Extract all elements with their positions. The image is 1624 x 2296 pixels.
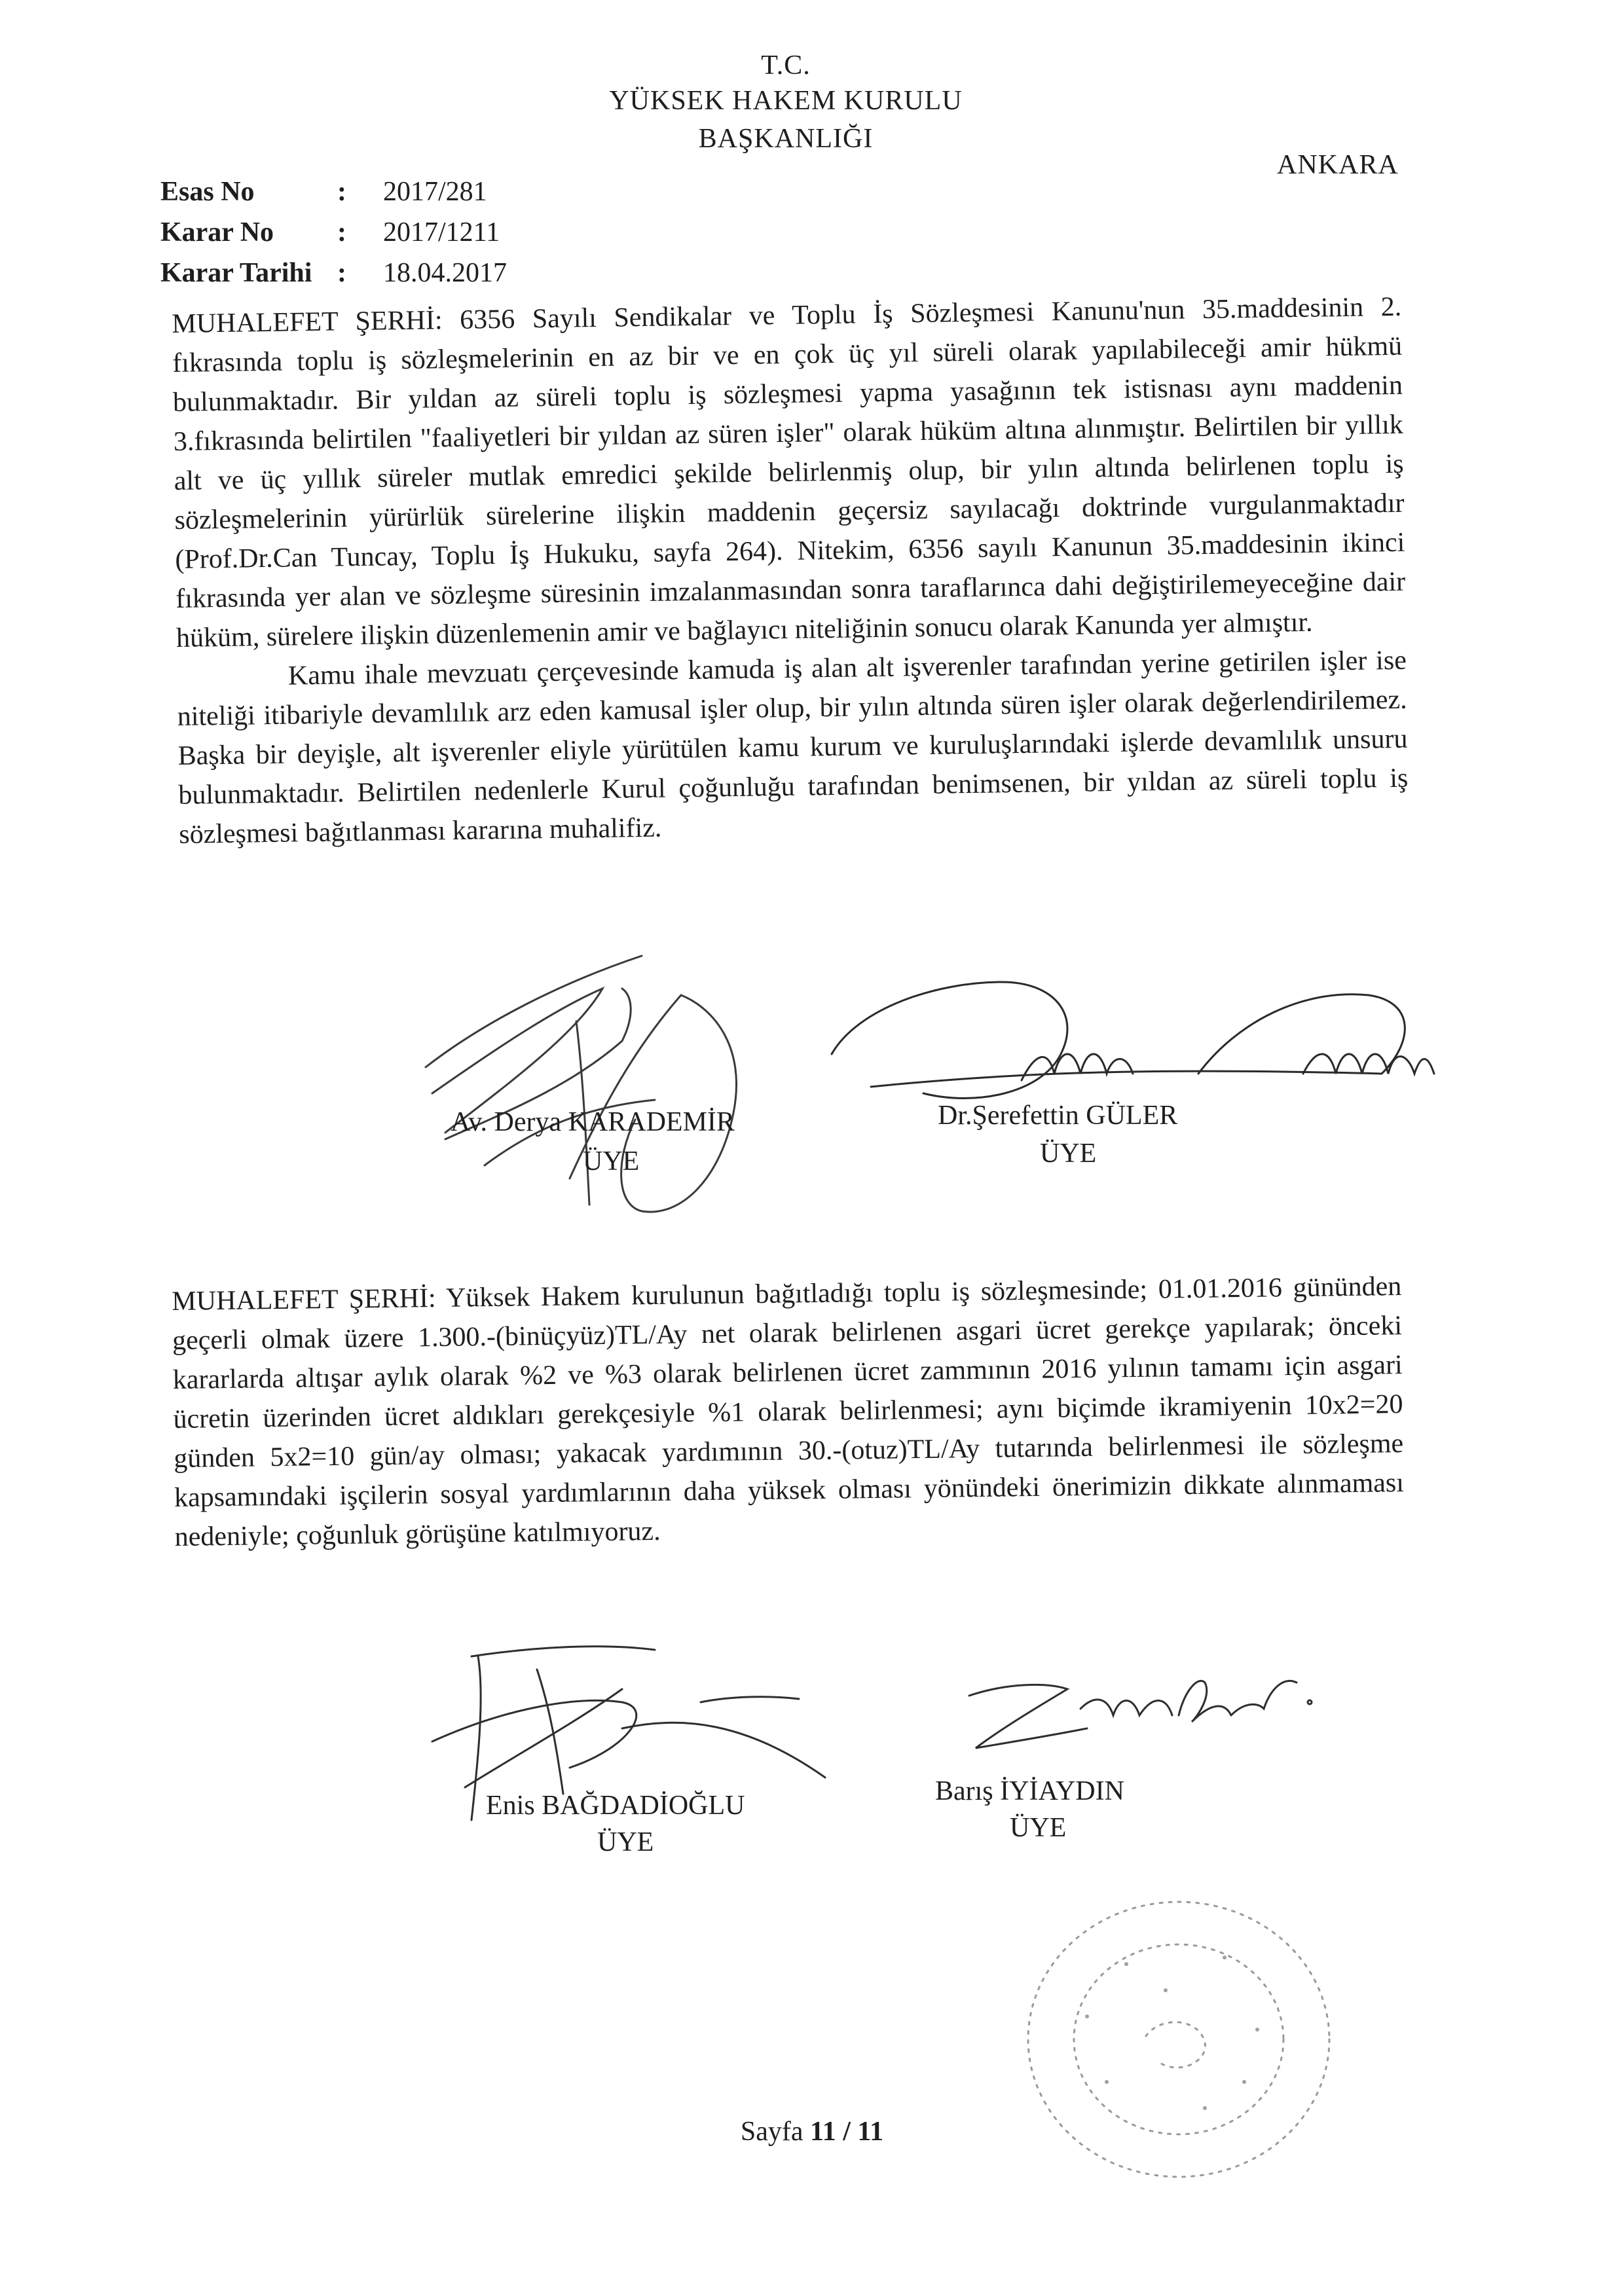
footer-prefix: Sayfa [740,2117,803,2147]
header-presidency: BAŞKANLIĞI [698,124,874,154]
dissent-opinion-2 [172,1267,1405,1557]
signature-guler [805,943,1486,1165]
official-seal [1008,1886,1349,2193]
page-footer [694,2116,930,2147]
dissent-1-paragraph-1: MUHALEFET ŞERHİ: 6356 Sayılı Sendikalar ve Toplu İş Sözleşmesi Kanunu'nun 35.maddesinin 2. fıkrasında toplu iş sözleşmelerinin en az bir ve en çok üç yıl süreli olarak yapılabileceği amir hükmü bulunmaktadır. Bir yıldan az süreli toplu iş sözleşmesi yapma yasağının tek istisnası aynı maddenin 3.fıkrasında belirtilen "faaliyetleri bir yıldan az süren işler" olarak hüküm altına alınmıştır. Belirtilen bir yıllık alt ve üç yıllık süreler mutlak emredici şekilde belirlenmiş olup, bir yılın altında belirlenen toplu iş sözleşmelerinin yürürlük sürelerine ilişkin maddenin geçersiz sayılacağı doktrinde vurgulanmaktadır (Prof.Dr.Can Tuncay, Toplu İş Hukuku, sayfa 264). Nitekim, 6356 sayılı Kanunun 35.maddesinin ikinci fıkrasında yer alan ve sözleşme süresinin imzalanmasından sonra taraflarınca dahi değiştirilemeyeceğine dair hüküm, sürelere ilişkin düzenlemenin amir ve bağlayıcı niteliğinin sonucu olarak Kanunda yer almıştır. [172,291,1406,653]
meta-row-esas [160,172,507,212]
header-city: ANKARA [1277,150,1399,180]
page-separator: / [843,2117,851,2147]
signer-guler-role: ÜYE [1040,1139,1097,1169]
signer-iyiaydin-name: Barış İYİAYDIN [935,1776,1124,1806]
decision-meta [160,172,507,293]
tarih-colon: : [337,258,346,288]
dissent-opinion-1 [172,287,1409,854]
dissent-1-paragraph-2: Kamu ihale mevzuatı çerçevesinde kamuda iş alan alt işverenler tarafından yerine getirilen işler ise niteliği itibariyle devamlılık arz eden kamusal işler olup, bir yılın altında süren işler olarak değerlendirilemez. Başka bir deyişle, alt işverenler eliyle yürütülen kamu kurum ve kuruluşlarındaki işlerde devamlılık unsuru bulunmaktadır. Belirtilen nedenlerle Kurul çoğunluğu tarafından benimsenen, bir yıldan az süreli toplu iş sözleşmesi bağıtlanması kararına muhalifiz. [177,645,1409,850]
signature-iyiaydin [956,1656,1323,1774]
page-current: 11 [810,2117,836,2147]
esas-label: Esas No [160,177,255,207]
esas-value: 2017/281 [383,177,487,207]
signer-karademir-name: Av. Derya KARADEMİR [451,1107,735,1137]
meta-row-karar [160,212,507,253]
meta-row-tarih [160,253,507,293]
dissent-2-paragraph-1: MUHALEFET ŞERHİ: Yüksek Hakem kurulunun bağıtladığı toplu iş sözleşmesinde; 01.01.2016 gününden geçerli olmak üzere 1.300.-(binüçyüz)TL/Ay net olarak belirlenen asgari ücret gerekçe yapılarak; önceki kararlarda altışar aylık olarak %2 ve %3 olarak belirlenen ücret zammının 2016 yılının tamamı için asgari ücretin üzerinden ücret aldıkları gerekçesiyle %1 olarak belirlenmesi; aynı biçimde ikramiyenin 10x2=20 günden 5x2=10 gün/ay olması; yakacak yardımının 30.-(otuz)TL/Ay tutarında belirlenmesi ile sözleşme kapsamındaki işçilerin sosyal yardımlarının daha yüksek olması yönündeki önerimizin dikkate alınmaması nedeniyle; çoğunluk görüşüne katılmıyoruz. [172,1271,1405,1552]
signer-bagdadioglu-name: Enis BAĞDADİOĞLU [486,1791,745,1821]
karar-value: 2017/1211 [383,217,500,247]
page-total: 11 [857,2117,884,2147]
signature-karademir [406,943,825,1231]
signer-bagdadioglu-role: ÜYE [597,1827,654,1857]
signer-guler-name: Dr.Şerefettin GÜLER [938,1101,1178,1131]
header-institution: YÜKSEK HAKEM KURULU [609,86,963,116]
tarih-value: 18.04.2017 [383,258,507,288]
header-tc: T.C. [761,50,811,81]
signer-iyiaydin-role: ÜYE [1010,1813,1067,1843]
karar-label: Karar No [160,217,274,247]
karar-colon: : [337,217,346,247]
signer-karademir-role: ÜYE [583,1146,640,1176]
esas-colon: : [337,177,346,207]
tarih-label: Karar Tarihi [160,258,312,288]
